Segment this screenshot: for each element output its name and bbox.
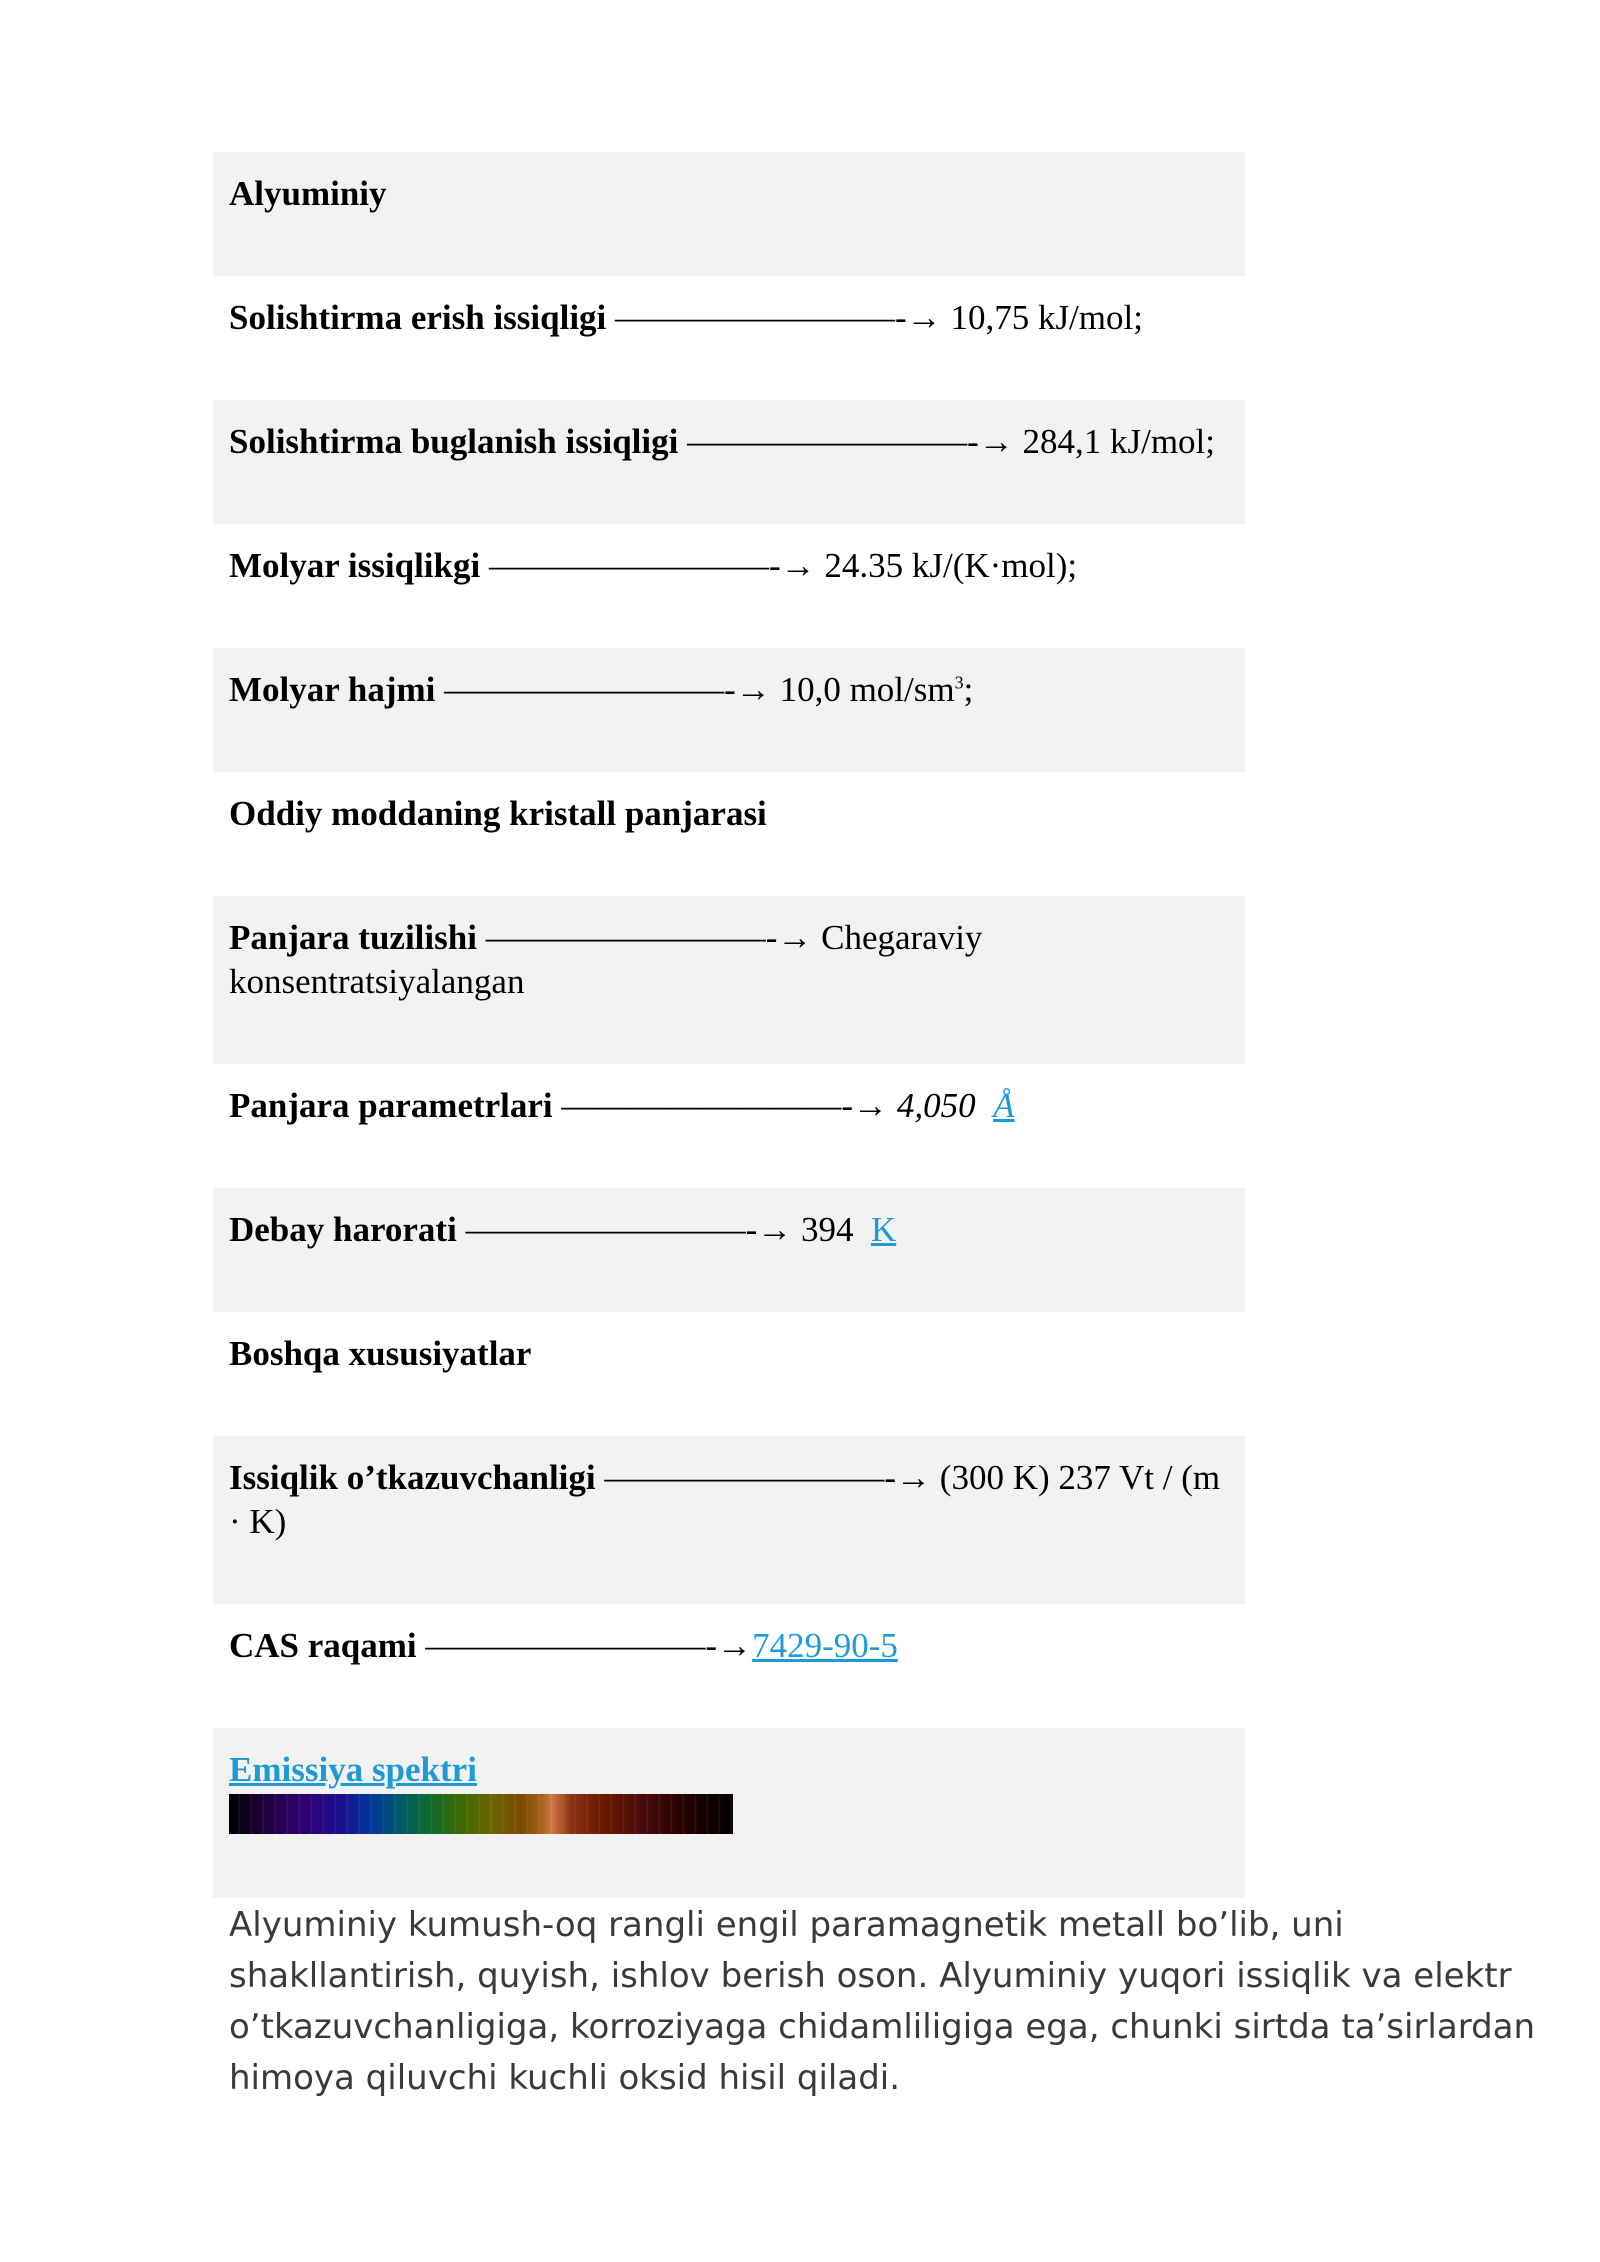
property-label: Debay harorati: [229, 1210, 457, 1249]
arrow-connector: ————————-→: [416, 1626, 753, 1665]
arrow-connector: ————————-→: [595, 1458, 940, 1497]
property-value: 284,1 kJ/mol;: [1022, 422, 1216, 461]
table-row: [213, 276, 1245, 400]
property-label: CAS raqami: [229, 1626, 417, 1665]
properties-table: [213, 152, 1245, 1898]
emission-spectrum-link[interactable]: Emissiya spektri: [229, 1750, 477, 1789]
property-value: (300 K) 237 Vt / (m · K): [229, 1458, 1221, 1541]
section-heading: Boshqa xususiyatlar: [229, 1334, 532, 1373]
cas-number-link[interactable]: 7429-90-5: [752, 1626, 898, 1665]
arrow-connector: ————————-→: [552, 1086, 897, 1125]
kelvin-unit-link[interactable]: K: [870, 1210, 897, 1249]
arrow-connector: ————————-→: [606, 298, 951, 337]
table-row-emission: [213, 1728, 1245, 1898]
section-heading-row: [213, 1312, 1245, 1436]
arrow-connector: ————————-→: [456, 1210, 801, 1249]
value-suffix: ;: [963, 670, 974, 709]
property-value: 10,0 mol/sm: [779, 670, 955, 709]
element-title: Alyuminiy: [229, 174, 387, 213]
table-row: [213, 1064, 1245, 1188]
superscript: 3: [954, 672, 964, 693]
arrow-connector: ————————-→: [678, 422, 1023, 461]
arrow-connector: ————————-→: [480, 546, 825, 585]
property-label: Solishtirma erish issiqligi: [229, 298, 607, 337]
table-row: [213, 1436, 1245, 1604]
property-label: Issiqlik o’tkazuvchanligi: [229, 1458, 596, 1497]
table-row: [213, 1604, 1245, 1728]
table-row: [213, 896, 1245, 1064]
property-label: Solishtirma buglanish issiqligi: [229, 422, 679, 461]
property-label: Molyar issiqlikgi: [229, 546, 481, 585]
property-value: 24.35 kJ/(K·mol);: [824, 546, 1078, 585]
section-heading: Oddiy moddaning kristall panjarasi: [229, 794, 767, 833]
angstrom-unit-link[interactable]: Å: [993, 1086, 1015, 1125]
property-value: 4,050: [896, 1086, 976, 1125]
table-row: [213, 648, 1245, 772]
property-value: 394: [800, 1210, 854, 1249]
property-value: Chegaraviy konsentratsiyalangan: [229, 918, 983, 1001]
table-row: [213, 524, 1245, 648]
property-label: Molyar hajmi: [229, 670, 436, 709]
table-row-title: [213, 152, 1245, 276]
arrow-connector: ————————-→: [476, 918, 822, 957]
emission-spectrum-image: [229, 1794, 733, 1834]
arrow-connector: ————————-→: [435, 670, 780, 709]
description-paragraph: Alyuminiy kumush-oq rangli engil paramagnetik metall bo’lib, uni shakllantirish, quyish, ishlov berish oson. Alyuminiy yuqori issiqlik va elektr o’tkazuvchanligiga, korroziyaga chidamliligiga ega, chunki sirtda ta’sirlardan himoya qiluvchi kuchli oksid hisil qiladi.: [229, 1905, 1536, 2098]
property-label: Panjara parametrlari: [229, 1086, 553, 1125]
table-row: [213, 1188, 1245, 1312]
table-row: [213, 400, 1245, 524]
property-label: Panjara tuzilishi: [229, 918, 477, 957]
property-value: 10,75 kJ/mol;: [950, 298, 1143, 337]
section-heading-row: [213, 772, 1245, 896]
